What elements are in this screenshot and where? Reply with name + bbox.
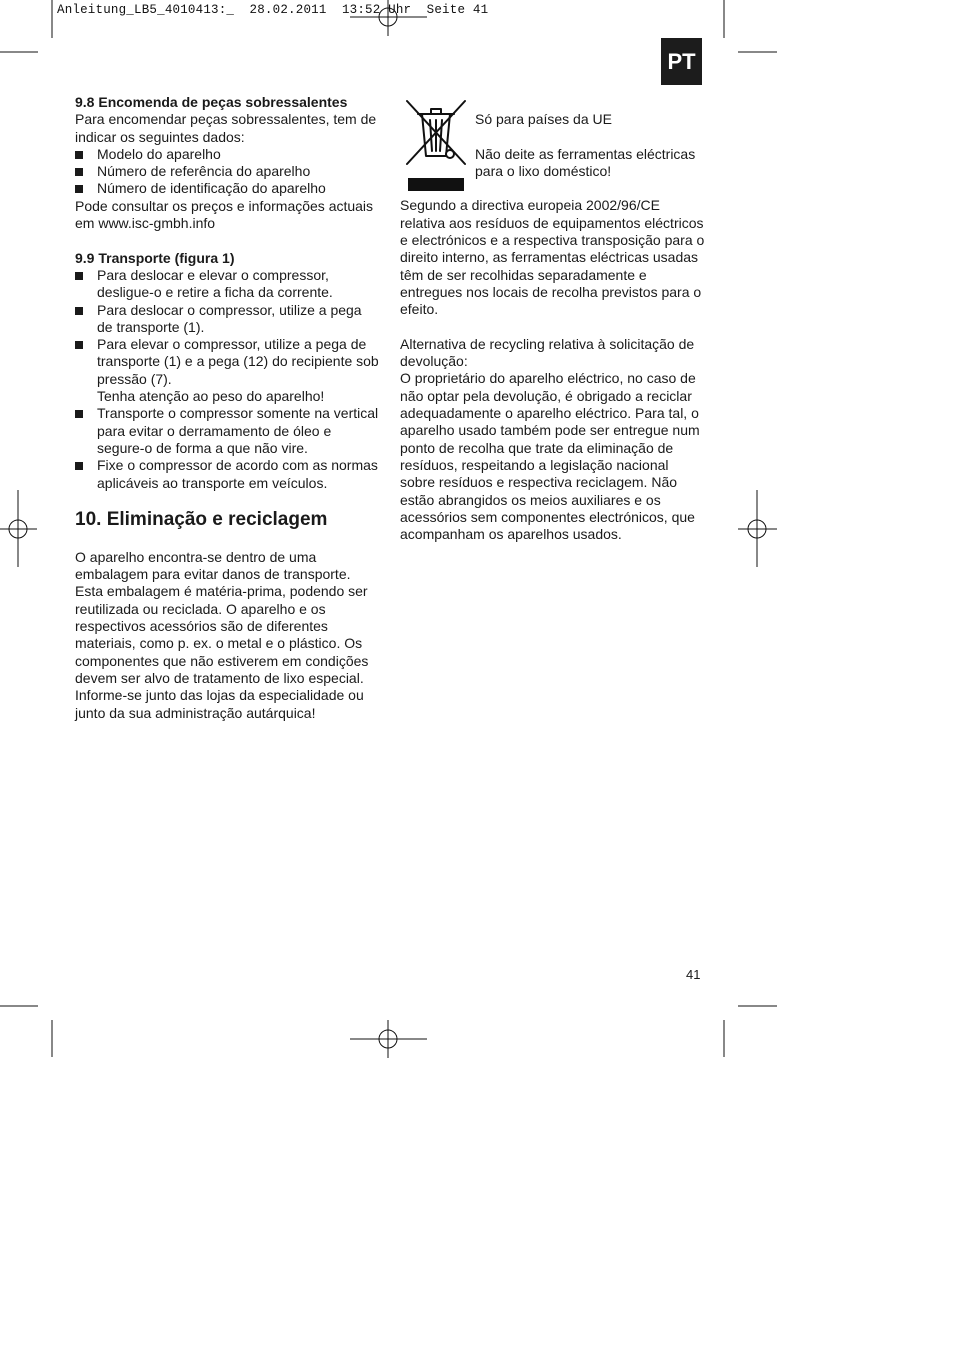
recycling-alternative-body: O proprietário do aparelho eléctrico, no caso de não optar pela devolução, é obrigado a reciclar adequadamente o aparelho eléctrico. Para tal, o aparelho usado também pode ser entregue num ponto de recolha que trate da eliminação de resíduos, respeitando a legislação nacional sobre resíduos e respectiva reciclagem. Não estão abrangidos os meios auxiliares e os acessórios sem componentes electrónicos, que acompanham os aparelhos usados. xyxy=(400,370,700,543)
section-10-heading: 10. Eliminação e reciclagem xyxy=(75,508,328,530)
weee-warning: Não deite as ferramentas eléctricas para o lixo doméstico! xyxy=(475,145,696,179)
section-9-9-list-cont xyxy=(75,405,380,491)
list-item: Número de referência do aparelho xyxy=(75,163,380,180)
list-item: Para elevar o compressor, utilize a pega de transporte (1) e a pega (12) do recipiente sob pressão (7). xyxy=(75,336,380,388)
print-slug: Anleitung_LB5_4010413:_ 28.02.2011 13:52 Uhr Seite 41 xyxy=(57,3,489,17)
weee-eu-only: Só para países da UE xyxy=(475,111,612,127)
section-9-9-list xyxy=(75,267,380,388)
weight-note: Tenha atenção ao peso do aparelho! xyxy=(97,388,325,405)
list-item: Transporte o compressor somente na vertical para evitar o derramamento de óleo e segure-o de forma a que não vire. xyxy=(75,405,380,457)
list-item: Para deslocar e elevar o compressor, desligue-o e retire a ficha da corrente. xyxy=(75,267,380,302)
section-9-8-list xyxy=(75,146,380,198)
registration-mark-bottom xyxy=(350,1020,427,1058)
page-number: 41 xyxy=(686,967,701,982)
registration-mark-left xyxy=(0,490,37,567)
recycling-alternative-heading: Alternativa de recycling relativa à solicitação de devolução: xyxy=(400,335,695,370)
section-9-8-intro: Para encomendar peças sobressalentes, tem de indicar os seguintes dados: xyxy=(75,111,377,145)
list-item: Modelo do aparelho xyxy=(75,146,380,163)
registration-mark-top xyxy=(350,0,427,36)
registration-mark-right xyxy=(738,490,777,567)
section-9-9-heading: 9.9 Transporte (figura 1) xyxy=(75,249,235,266)
right-column xyxy=(400,94,705,543)
list-item: Número de identificação do aparelho xyxy=(75,180,380,197)
directive-paragraph: Segundo a directiva europeia 2002/96/CE relativa aos resíduos de equipamentos eléctricos e electrónicos e a respectiva transposição para o direito interno, as ferramentas eléctricas usadas têm de ser recolhidas separadamente e entregues nos locais de recolha previstos para o efeito. xyxy=(400,197,705,318)
section-9-8-outro: Pode consultar os preços e informações actuais em www.isc-gmbh.info xyxy=(75,197,374,232)
list-item: Fixe o compressor de acordo com as normas aplicáveis ao transporte em veículos. xyxy=(75,457,380,492)
language-badge: PT xyxy=(661,38,702,85)
left-column xyxy=(75,94,380,722)
section-9-8-heading: 9.8 Encomenda de peças sobressalentes xyxy=(75,94,348,110)
section-10-body: O aparelho encontra-se dentro de uma embalagem para evitar danos de transporte. Esta embalagem é matéria-prima, podendo ser reutilizada ou reciclada. O aparelho e os respectivos acessórios são de diferentes materiais, como p. ex. o metal e o plástico. Os componentes que não estiverem em condições devem ser alvo de tratamento de lixo especial. Informe-se junto das lojas da especialidade ou junto da sua administração autárquica! xyxy=(75,548,369,721)
list-item: Para deslocar o compressor, utilize a pega de transporte (1). xyxy=(75,302,380,337)
